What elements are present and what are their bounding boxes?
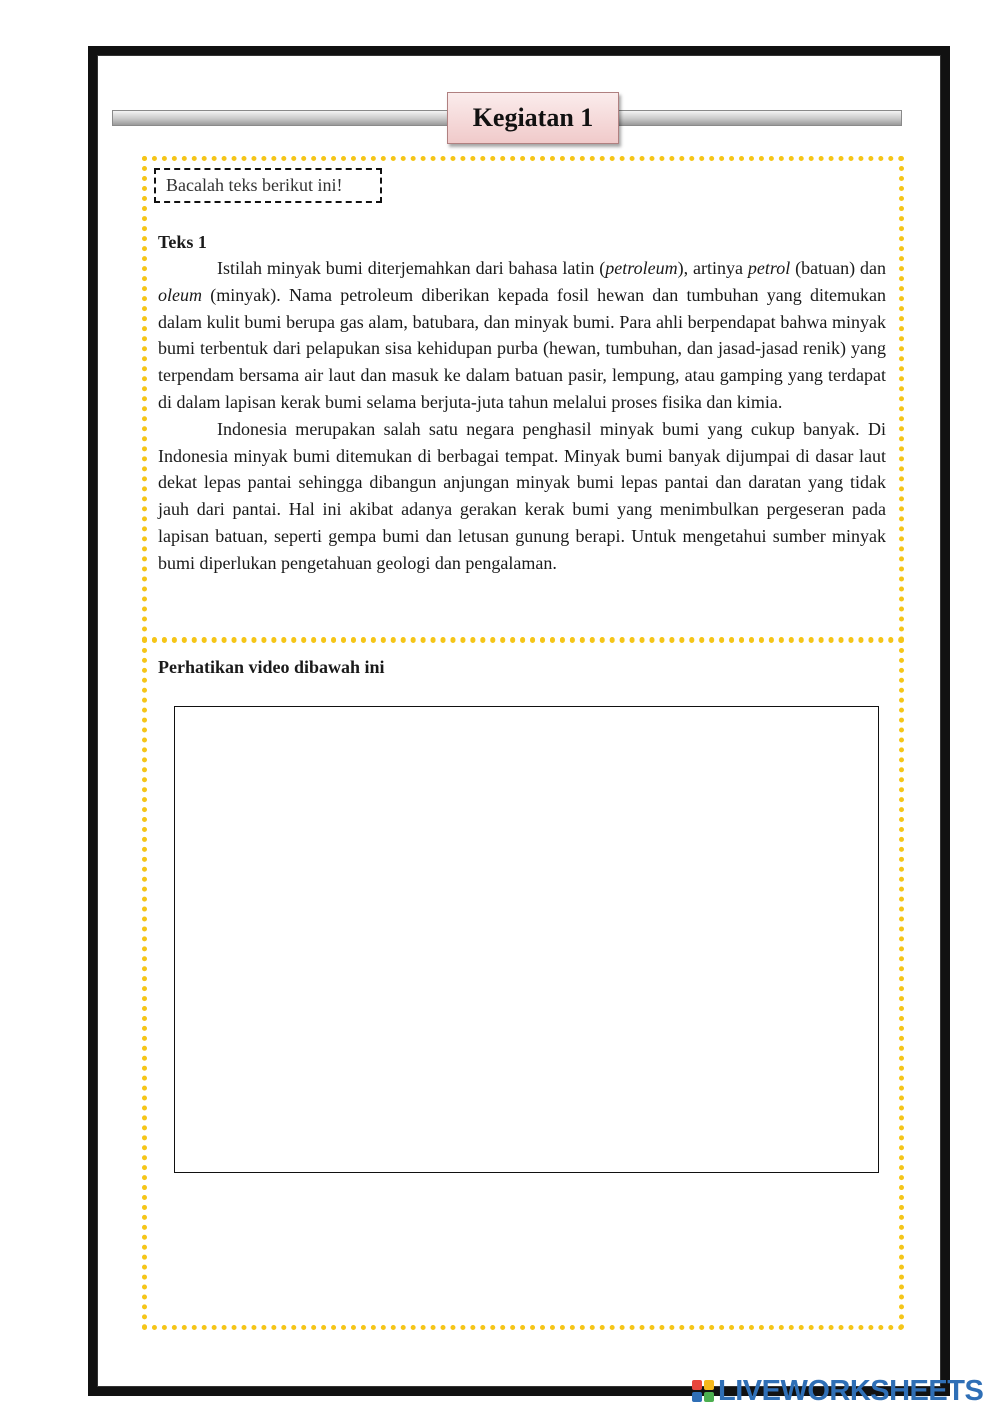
reading-text	[158, 255, 886, 577]
text-title: Teks 1	[158, 232, 207, 252]
watermark-text: LIVEWORKSHEETS	[718, 1374, 984, 1407]
video-player[interactable]	[174, 706, 879, 1173]
liveworksheets-logo-icon	[692, 1380, 714, 1402]
logo-square-red	[692, 1380, 702, 1390]
page-title: Kegiatan 1	[447, 92, 619, 144]
instruction-box: Bacalah teks berikut ini!	[154, 168, 382, 203]
paragraph-1: Istilah minyak bumi diterjemahkan dari bahasa latin (petroleum), artinya petrol (batuan) dan oleum (minyak). Nama petroleum diberikan kepada fosil hewan dan tumbuhan yang ditemukan dalam kulit bumi berupa gas alam, batubara, dan minyak bumi. Para ahli berpendapat bahwa minyak bumi terbentuk dari pelapukan sisa kehidupan purba (hewan, tumbuhan, dan jasad-jasad renik) yang terpendam bersama air laut dan masuk ke dalam batuan pasir, lempung, atau gamping yang terdapat di dalam lapisan kerak bumi selama berjuta-juta tahun melalui proses fisika dan kimia.	[158, 258, 886, 412]
logo-square-green	[704, 1392, 714, 1402]
paragraph-2: Indonesia merupakan salah satu negara penghasil minyak bumi yang cukup banyak. Di Indonesia minyak bumi ditemukan di berbagai tempat. Minyak bumi banyak dijumpai di dasar laut dekat lepas pantai sehingga dibangun anjungan minyak bumi lepas pantai dan daratan yang tidak jauh dari pantai. Hal ini akibat adanya gerakan kerak bumi yang menimbulkan pergeseran pada lapisan batuan, seperti gempa bumi dan letusan gunung berapi. Untuk mengetahui sumber minyak bumi diperlukan pengetahuan geologi dan pengalaman.	[158, 418, 886, 573]
liveworksheets-watermark	[692, 1374, 983, 1408]
logo-square-yellow	[704, 1380, 714, 1390]
video-label: Perhatikan video dibawah ini	[158, 657, 385, 677]
logo-square-blue	[692, 1392, 702, 1402]
